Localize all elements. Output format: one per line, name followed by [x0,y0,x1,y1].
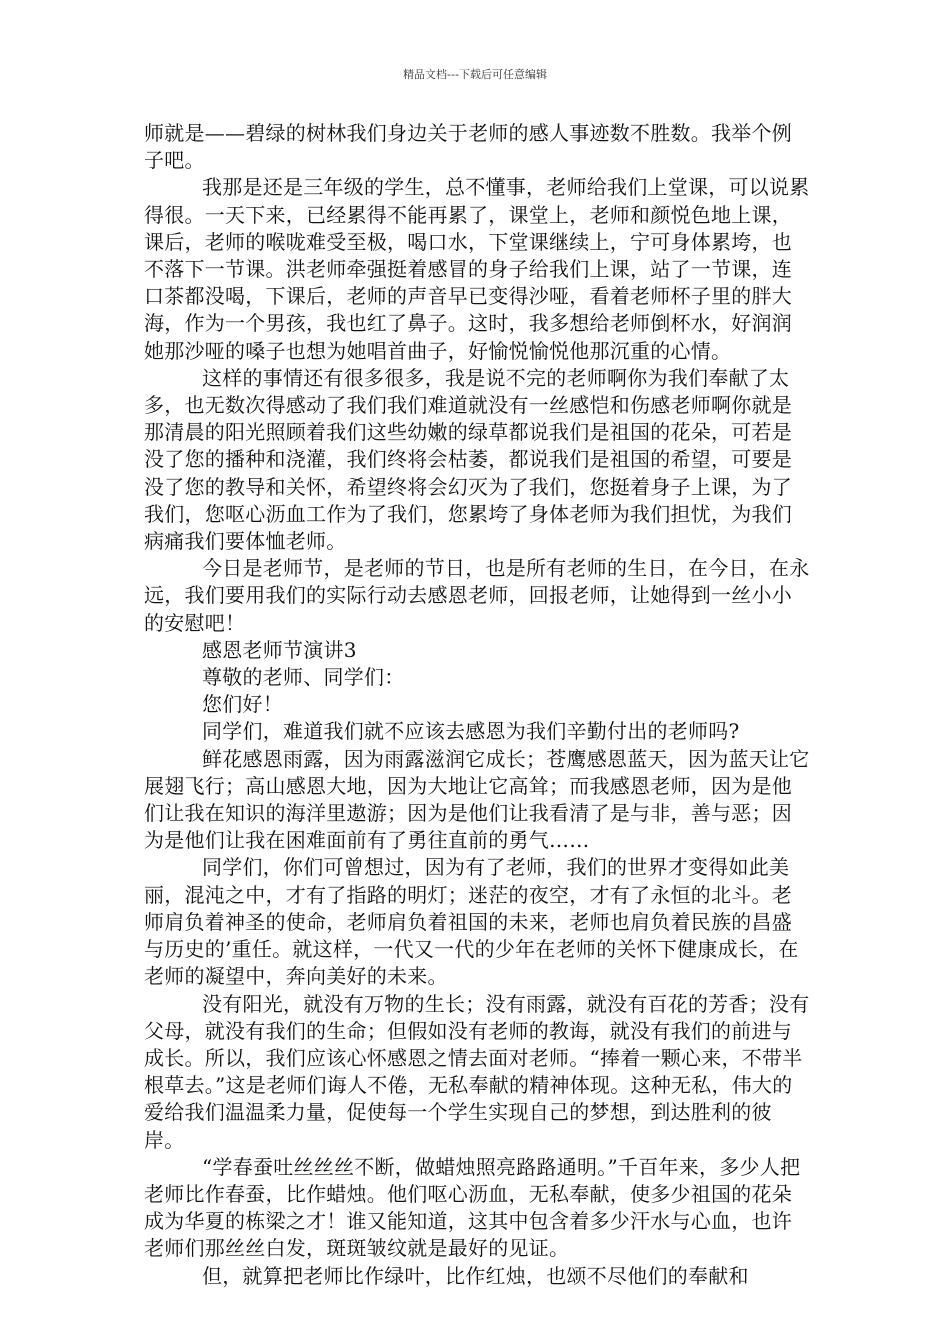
paragraph: 没有阳光，就没有万物的生长；没有雨露，就没有百花的芳香；没有父母，就没有我们的生命；但假如没有老师的教诲，就没有我们的前进与成长。所以，我们应该心怀感恩之情去面对老师。“捧着一颗心来，不带半根草去。”这是老师们诲人不倦，无私奉献的精神体现。这种无私，伟大的爱给我们温温柔力量，促使每一个学生实现自己的梦想，到达胜利的彼岸。 [144,991,810,1152]
salutation: 尊敬的老师、同学们： [202,665,405,690]
page-header: 精品文档---下载后可任意编辑 [403,68,547,81]
paragraph: “学春蚕吐丝丝丝不断，做蜡烛照亮路路通明。”千百年来，多少人把老师比作春蚕，比作蜡烛。他们呕心沥血，无私奉献，使多少祖国的花朵成为华夏的栋梁之才！谁又能知道，这其中包含着多少汗水与心血，也许老师们那丝丝白发，斑斑皱纹就是最好的见证。 [144,1154,801,1261]
paragraph: 我那是还是三年级的学生，总不懂事，老师给我们上堂课，可以说累得很。一天下来，已经累得不能再累了，课堂上，老师和颜悦色地上课，课后，老师的喉咙难受至极，喝口水，下堂课继续上，宁可身体累垮，也不落下一节课。洪老师牵强挺着感冒的身子给我们上课，站了一节课，连口茶都没喝，下课后，老师的声音早已变得沙哑，看着老师杯子里的胖大海，作为一个男孩，我也红了鼻子。这时，我多想给老师倒杯水，好润润她那沙哑的嗓子也想为她唱首曲子，好愉悦愉悦他那沉重的心情。 [144,175,810,363]
greeting: 您们好！ [202,692,283,717]
paragraph: 同学们，你们可曾想过，因为有了老师，我们的世界才变得如此美丽，混沌之中，才有了指路的明灯；迷茫的夜空，才有了永恒的北斗。老师肩负着神圣的使命，老师肩负着祖国的未来，老师也肩负着民族的昌盛与历史的’重任。就这样，一代又一代的少年在老师的关怀下健康成长，在老师的凝望中，奔向美好的未来。 [144,855,799,989]
paragraph: 同学们，难道我们就不应该去感恩为我们辛勤付出的老师吗? [202,719,740,744]
document-body [144,120,812,1290]
paragraph: 但，就算把老师比作绿叶，比作红烛，也颂不尽他们的奉献和 [202,1263,749,1288]
paragraph: 鲜花感恩雨露，因为雨露滋润它成长；苍鹰感恩蓝天，因为蓝天让它展翅飞行；高山感恩大地，因为大地让它高耸；而我感恩老师，因为是他们让我在知识的海洋里遨游；因为是他们让我看清了是与非，善与恶；因为是他们让我在困难面前有了勇往直前的勇气…… [144,746,810,853]
paragraph: 师就是——碧绿的树林我们身边关于老师的感人事迹数不胜数。我举个例子吧。 [144,121,792,173]
paragraph: 这样的事情还有很多很多，我是说不完的老师啊你为我们奉献了太多，也无数次得感动了我们我们难道就没有一丝感恺和伤感老师啊你就是那清晨的阳光照顾着我们这些幼嫩的绿草都说我们是祖国的花朵，可若是没了您的播种和浇灌，我们终将会枯萎，都说我们是祖国的希望，可要是没了您的教导和关怀，希望终将会幻灭为了我们，您挺着身子上课，为了我们，您呕心沥血工作为了我们，您累垮了身体老师为我们担忧，为我们病痛我们要体恤老师。 [144,365,792,554]
speech-title: 感恩老师节演讲3 [202,637,357,662]
paragraph: 今日是老师节，是老师的节日，也是所有老师的生日，在今日，在永远，我们要用我们的实际行动去感恩老师，回报老师，让她得到一丝小小的安慰吧！ [144,556,810,635]
